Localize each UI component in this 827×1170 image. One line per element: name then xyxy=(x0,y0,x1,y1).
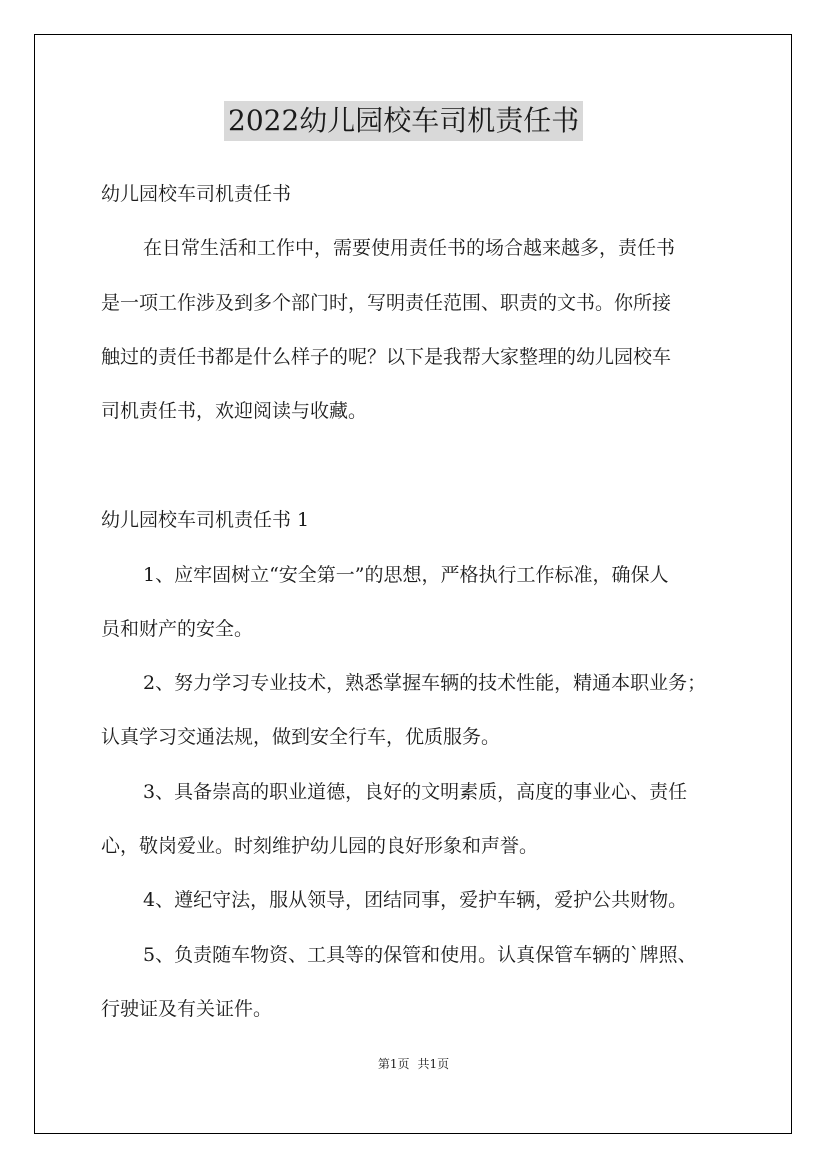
item-line: 员和财产的安全。 xyxy=(101,618,254,640)
item-line: 4、遵纪守法，服从领导，团结同事，爱护车辆，爱护公共财物。 xyxy=(143,889,688,911)
item-line: 行驶证及有关证件。 xyxy=(101,998,273,1020)
document-title: 2022幼儿园校车司机责任书 xyxy=(224,101,583,141)
intro-paragraph-line: 是一项工作涉及到多个部门时，写明责任范围、职责的文书。你所接 xyxy=(101,292,672,314)
intro-paragraph-line: 在日常生活和工作中，需要使用责任书的场合越来越多，责任书 xyxy=(143,237,676,259)
item-line: 2、努力学习专业技术，熟悉掌握车辆的技术性能，精通本职业务； xyxy=(143,672,707,694)
item-line: 5、负责随车物资、工具等的保管和使用。认真保管车辆的`牌照、 xyxy=(143,944,697,966)
page-footer xyxy=(0,1055,827,1072)
page-number: 第1页 xyxy=(377,1057,410,1071)
item-line: 1、应牢固树立“安全第一”的思想，严格执行工作标准，确保人 xyxy=(143,564,669,586)
item-line: 心，敬岗爱业。时刻维护幼儿园的良好形象和声誉。 xyxy=(101,835,539,857)
page-total: 共1页 xyxy=(417,1057,450,1071)
intro-paragraph-line: 触过的责任书都是什么样子的呢？以下是我帮大家整理的幼儿园校车 xyxy=(101,346,672,368)
intro-paragraph-line: 司机责任书，欢迎阅读与收藏。 xyxy=(101,400,368,422)
item-line: 认真学习交通法规，做到安全行车，优质服务。 xyxy=(101,726,501,748)
item-line: 3、具备崇高的职业道德，良好的文明素质，高度的事业心、责任 xyxy=(143,781,688,803)
document-subtitle: 幼儿园校车司机责任书 xyxy=(101,183,292,205)
section-heading: 幼儿园校车司机责任书 1 xyxy=(101,509,310,531)
